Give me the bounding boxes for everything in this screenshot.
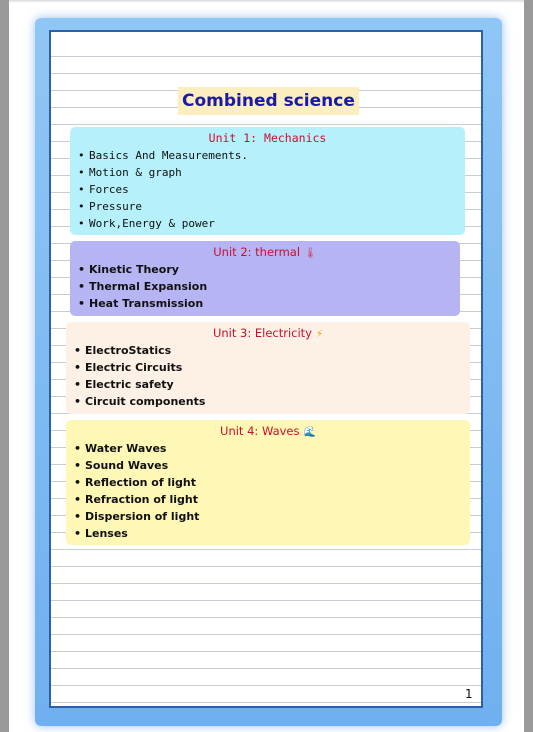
unit-heading-waves: Unit 4: Waves 🌊 [74,422,462,440]
list-item: • Kinetic Theory [78,263,179,276]
list-item: • Circuit components [74,395,206,408]
unit-heading-mechanics: Unit 1: Mechanics [208,131,327,145]
unit-heading-electricity: Unit 3: Electricity ⚡ [74,324,462,342]
list-item: • Forces [78,183,129,196]
thermometer-icon: 🌡 [304,248,317,259]
unit-topic-list [78,261,452,312]
list-item: • Water Waves [74,442,167,455]
list-item: • Lenses [74,527,128,540]
unit-topic-list [78,147,457,232]
notebook-page [49,30,483,708]
page-title: Combined science [178,87,359,115]
list-item: • Heat Transmission [78,297,204,310]
list-item: • Dispersion of light [74,510,200,523]
lightning-icon: ⚡ [316,329,324,340]
wave-icon: 🌊 [303,427,316,438]
unit-heading-thermal: Unit 2: thermal 🌡 [78,243,452,261]
unit-card-thermal [70,241,460,316]
unit-card-electricity [66,322,470,414]
list-item: • Electric Circuits [74,361,183,374]
list-item: • Basics And Measurements. [78,149,248,162]
list-item: • Reflection of light [74,476,196,489]
left-scroll-edge [0,0,9,732]
page-number: 1 [465,687,473,701]
list-item: • Electric safety [74,378,174,391]
list-item: • ElectroStatics [74,344,172,357]
unit-card-mechanics [70,127,465,235]
list-item: • Refraction of light [74,493,199,506]
top-edge-shadow [9,0,524,3]
right-scroll-edge [524,0,533,732]
list-item: • Motion & graph [78,166,182,179]
unit-topic-list [74,440,462,542]
unit-topic-list [74,342,462,410]
unit-card-waves [66,420,470,545]
list-item: • Pressure [78,200,142,213]
list-item: • Thermal Expansion [78,280,208,293]
list-item: • Sound Waves [74,459,169,472]
list-item: • Work,Energy & power [78,217,215,230]
